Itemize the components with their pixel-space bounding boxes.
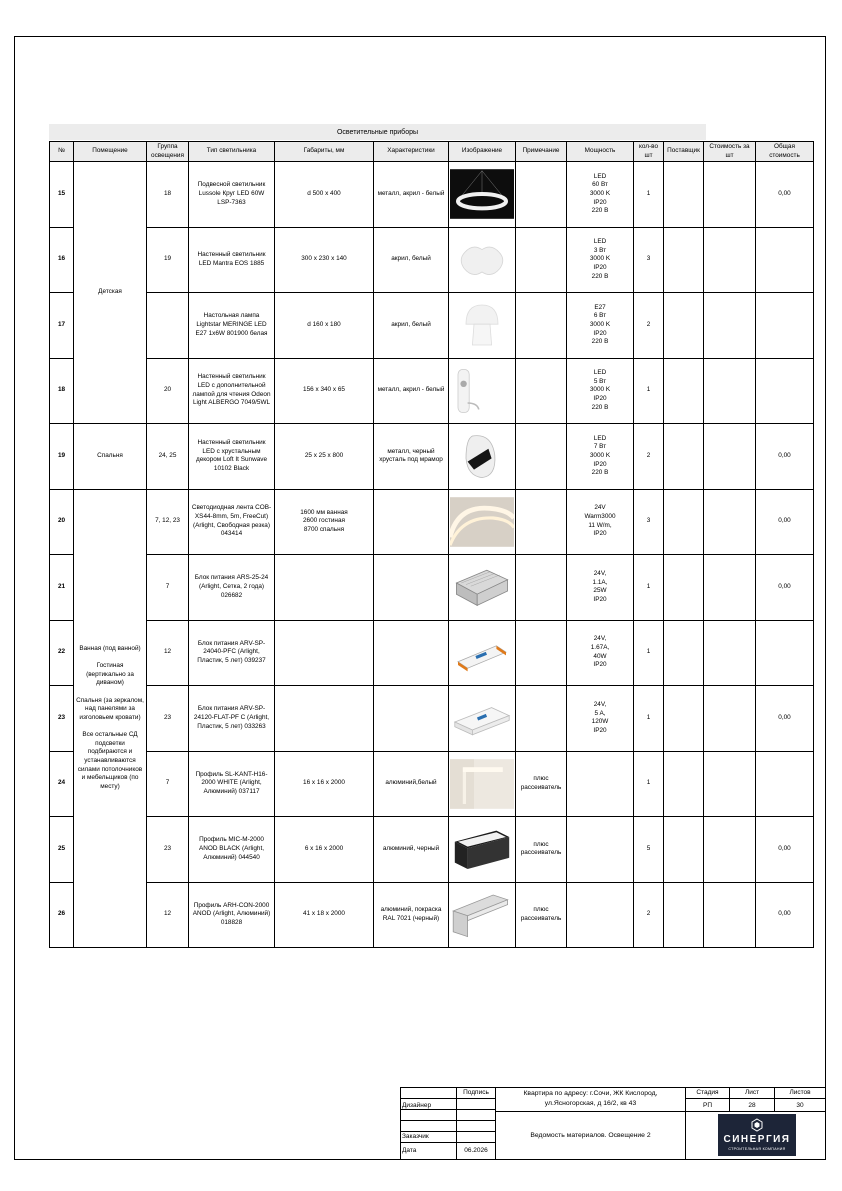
project-address: Квартира по адресу: г.Сочи, ЖК Кислород, ул.Ясногорская, д 16/2, кв 43 (523, 1090, 658, 1107)
image-cell (449, 882, 516, 948)
supplier (664, 489, 704, 555)
total-cost (756, 293, 814, 359)
power-supply-orange-image (450, 622, 514, 684)
row-number: 17 (50, 293, 74, 359)
note: плюс рассеиватель (516, 751, 567, 817)
power: 24V Warm3000 11 W/m, IP20 (567, 489, 634, 555)
lighting-group: 7 (147, 555, 189, 621)
led-strip-image (450, 491, 514, 553)
supplier (664, 751, 704, 817)
note (516, 424, 567, 490)
fixture-type: Профиль MIC-M-2000 ANOD BLACK (Arlight, Алюминий) 044540 (189, 817, 275, 883)
power: 24V, 1.67A, 40W IP20 (567, 620, 634, 686)
room-cell-bedroom: Спальня (74, 424, 147, 490)
characteristics: металл, акрил - белый (374, 358, 449, 424)
alu-profile-image (450, 884, 514, 946)
total-cost (756, 358, 814, 424)
note (516, 227, 567, 293)
power: LED 5 Вт 3000 K IP20 220 В (567, 358, 634, 424)
crystal-wall-lamp-image (450, 425, 514, 487)
row-number: 15 (50, 162, 74, 228)
dimensions: 1600 мм ванная 2600 гостиная 8700 спальня (275, 489, 374, 555)
image-cell (449, 817, 516, 883)
quantity: 2 (634, 424, 664, 490)
row-number: 20 (50, 489, 74, 555)
fixture-type: Настенный светильник LED с хрустальным декором Loft It Sunwave 10102 Black (189, 424, 275, 490)
lighting-group: 19 (147, 227, 189, 293)
image-cell (449, 162, 516, 228)
quantity: 1 (634, 358, 664, 424)
row-number: 23 (50, 686, 74, 752)
table-row (50, 162, 814, 228)
row-number: 24 (50, 751, 74, 817)
lighting-group: 20 (147, 358, 189, 424)
designer-label: Дизайнер (402, 1102, 432, 1109)
supplier (664, 686, 704, 752)
lighting-group: 7, 12, 23 (147, 489, 189, 555)
quantity: 2 (634, 882, 664, 948)
sheet-value: 28 (748, 1102, 756, 1109)
image-cell (449, 424, 516, 490)
date-label: Дата (402, 1147, 417, 1154)
stage-value: РП (702, 1102, 712, 1109)
total-cost: 0,00 (756, 489, 814, 555)
total-cost: 0,00 (756, 162, 814, 228)
row-number: 25 (50, 817, 74, 883)
table-row (50, 489, 814, 555)
total-cost: 0,00 (756, 882, 814, 948)
company-subtitle: СТРОИТЕЛЬНАЯ КОМПАНИЯ (728, 1147, 786, 1151)
signature-label: Подпись (463, 1089, 489, 1096)
quantity: 1 (634, 751, 664, 817)
characteristics: алюминий, черный (374, 817, 449, 883)
reading-wall-lamp-image (450, 360, 514, 422)
note (516, 489, 567, 555)
row-number: 16 (50, 227, 74, 293)
row-number: 22 (50, 620, 74, 686)
unit-cost (704, 293, 756, 359)
supplier (664, 162, 704, 228)
customer-label: Заказчик (402, 1133, 429, 1140)
quantity: 1 (634, 555, 664, 621)
lighting-group (147, 293, 189, 359)
fixture-type: Блок питания ARV-SP-24120-FLAT-PF C (Arlight, Пластик, 5 лет) 033263 (189, 686, 275, 752)
header-type: Тип светильника (189, 142, 275, 162)
unit-cost (704, 686, 756, 752)
table-row (50, 620, 814, 686)
power-supply-flat-image (450, 687, 514, 749)
fixture-type: Профиль ARH-CON-2000 ANOD (Arlight, Алюминий) 018828 (189, 882, 275, 948)
power-supply-mesh-image (450, 556, 514, 618)
note: плюс рассеиватель (516, 817, 567, 883)
power (567, 882, 634, 948)
lighting-group: 7 (147, 751, 189, 817)
characteristics: акрил, белый (374, 293, 449, 359)
power: E27 6 Вт 3000 K IP20 220 В (567, 293, 634, 359)
dimensions: 156 x 340 x 65 (275, 358, 374, 424)
supplier (664, 817, 704, 883)
total-cost (756, 751, 814, 817)
image-cell (449, 489, 516, 555)
quantity: 1 (634, 686, 664, 752)
room-cell-kids: Детская (74, 162, 147, 424)
unit-cost (704, 489, 756, 555)
total-cost: 0,00 (756, 686, 814, 752)
power: 24V, 5 A, 120W IP20 (567, 686, 634, 752)
sheets-value: 30 (796, 1102, 804, 1109)
lighting-table (49, 141, 814, 948)
fixture-type: Подвесной светильник Lussole Круг LED 60W LSP-7363 (189, 162, 275, 228)
quantity: 3 (634, 489, 664, 555)
table-header-row (50, 142, 814, 162)
header-image: Изображение (449, 142, 516, 162)
row-number: 21 (50, 555, 74, 621)
table-row (50, 751, 814, 817)
table-row (50, 686, 814, 752)
black-profile-image (450, 818, 514, 880)
fixture-type: Настольная лампа Lightstar MERINGE LED E27 1x6W 801900 белая (189, 293, 275, 359)
fixture-type: Светодиодная лента COB-XS44-8mm, 5m, FreeCut) (Arlight, Свободная резка) 043414 (189, 489, 275, 555)
total-cost: 0,00 (756, 424, 814, 490)
dimensions: 300 x 230 x 140 (275, 227, 374, 293)
note: плюс рассеиватель (516, 882, 567, 948)
power (567, 751, 634, 817)
header-dims: Габариты, мм (275, 142, 374, 162)
characteristics (374, 555, 449, 621)
table-row (50, 424, 814, 490)
sheets-label: Листов (789, 1089, 811, 1096)
header-unit-cost: Стоимость за шт (704, 142, 756, 162)
supplier (664, 882, 704, 948)
image-cell (449, 620, 516, 686)
quantity: 5 (634, 817, 664, 883)
characteristics: алюминий,белый (374, 751, 449, 817)
table-row (50, 555, 814, 621)
characteristics (374, 620, 449, 686)
total-cost (756, 620, 814, 686)
dimensions (275, 686, 374, 752)
room-cell-bath: Ванная (под ванной) Гостиная (вертикально за диваном) Спальня (за зеркалом, над панелями за изголовьем кровати) Все остальные СД подсветки подбираются и устанавливаются силами потолочников и мебельщиков (по месту) (74, 489, 147, 948)
table-row (50, 358, 814, 424)
table-title: Осветительные приборы (49, 124, 706, 140)
characteristics: металл, черный хрусталь под мрамор (374, 424, 449, 490)
total-cost: 0,00 (756, 555, 814, 621)
power (567, 817, 634, 883)
company-name: СИНЕРГИЯ (723, 1134, 791, 1145)
dimensions: d 160 x 180 (275, 293, 374, 359)
unit-cost (704, 358, 756, 424)
fixture-type: Блок питания ARS-25-24 (Arlight, Сетка, 2 года) 026682 (189, 555, 275, 621)
sheet-label: Лист (744, 1089, 760, 1096)
header-qty: кол-во шт (634, 142, 664, 162)
dimensions: 25 x 25 x 800 (275, 424, 374, 490)
note (516, 620, 567, 686)
image-cell (449, 555, 516, 621)
unit-cost (704, 162, 756, 228)
corner-profile-image (450, 753, 514, 815)
row-number: 19 (50, 424, 74, 490)
image-cell (449, 227, 516, 293)
dimensions: 6 x 16 x 2000 (275, 817, 374, 883)
supplier (664, 293, 704, 359)
unit-cost (704, 817, 756, 883)
header-power: Мощность (567, 142, 634, 162)
supplier (664, 620, 704, 686)
dimensions (275, 555, 374, 621)
supplier (664, 358, 704, 424)
characteristics: алюминий, покраска RAL 7021 (черный) (374, 882, 449, 948)
image-cell (449, 293, 516, 359)
unit-cost (704, 227, 756, 293)
unit-cost (704, 620, 756, 686)
quantity: 3 (634, 227, 664, 293)
header-supplier: Поставщик (664, 142, 704, 162)
pendant-ring-lamp-image (450, 163, 514, 225)
note (516, 555, 567, 621)
mushroom-table-lamp-image (450, 294, 514, 356)
supplier (664, 555, 704, 621)
characteristics (374, 489, 449, 555)
header-total-cost: Общая стоимость (756, 142, 814, 162)
lighting-group: 23 (147, 686, 189, 752)
unit-cost (704, 555, 756, 621)
dimensions: 16 x 16 x 2000 (275, 751, 374, 817)
unit-cost (704, 882, 756, 948)
note (516, 293, 567, 359)
header-note: Примечание (516, 142, 567, 162)
dimensions: d 500 x 400 (275, 162, 374, 228)
image-cell (449, 686, 516, 752)
image-cell (449, 358, 516, 424)
cloud-wall-lamp-image (450, 229, 514, 291)
total-cost (756, 227, 814, 293)
characteristics (374, 686, 449, 752)
header-room: Помещение (74, 142, 147, 162)
table-row (50, 882, 814, 948)
dimensions: 41 x 18 x 2000 (275, 882, 374, 948)
lighting-group: 12 (147, 882, 189, 948)
note (516, 686, 567, 752)
power: LED 7 Вт 3000 K IP20 220 В (567, 424, 634, 490)
characteristics: металл, акрил - белый (374, 162, 449, 228)
note (516, 162, 567, 228)
date-value: 06.2026 (464, 1147, 488, 1154)
fixture-type: Настенный светильник LED Mantra EOS 1885 (189, 227, 275, 293)
quantity: 1 (634, 162, 664, 228)
unit-cost (704, 424, 756, 490)
fixture-type: Профиль SL-KANT-H16-2000 WHITE (Arlight, Алюминий) 037117 (189, 751, 275, 817)
header-num: № (50, 142, 74, 162)
power: LED 3 Вт 3000 K IP20 220 В (567, 227, 634, 293)
characteristics: акрил, белый (374, 227, 449, 293)
stage-label: Стадия (696, 1089, 719, 1096)
image-cell (449, 751, 516, 817)
power: 24V, 1.1A, 25W IP20 (567, 555, 634, 621)
lighting-group: 18 (147, 162, 189, 228)
company-logo (718, 1114, 796, 1156)
row-number: 26 (50, 882, 74, 948)
lighting-group: 12 (147, 620, 189, 686)
fixture-type: Блок питания ARV-SP-24040-PFC (Arlight, Пластик, 5 лет) 039237 (189, 620, 275, 686)
quantity: 2 (634, 293, 664, 359)
row-number: 18 (50, 358, 74, 424)
header-chars: Характеристики (374, 142, 449, 162)
total-cost: 0,00 (756, 817, 814, 883)
unit-cost (704, 751, 756, 817)
note (516, 358, 567, 424)
table-row (50, 227, 814, 293)
sheet-title: Ведомость материалов. Освещение 2 (530, 1132, 651, 1139)
quantity: 1 (634, 620, 664, 686)
dimensions (275, 620, 374, 686)
table-row (50, 293, 814, 359)
header-group: Группа освещения (147, 142, 189, 162)
power: LED 60 Вт 3000 K IP20 220 В (567, 162, 634, 228)
table-row (50, 817, 814, 883)
supplier (664, 227, 704, 293)
lighting-group: 24, 25 (147, 424, 189, 490)
supplier (664, 424, 704, 490)
lighting-group: 23 (147, 817, 189, 883)
fixture-type: Настенный светильник LED с дополнительной лампой для чтения Odeon Light ALBERGO 7049/5WL (189, 358, 275, 424)
